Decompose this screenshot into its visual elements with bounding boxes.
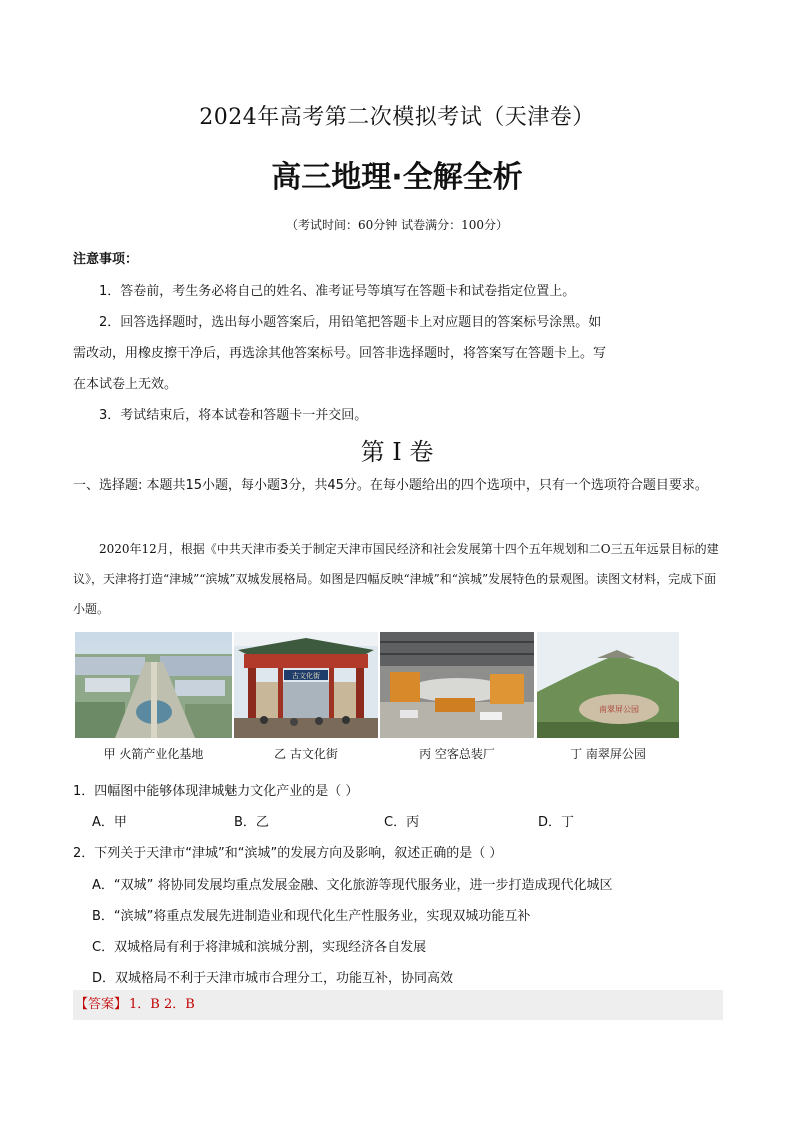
notice-item: 在本试卷上无效。 xyxy=(73,377,178,392)
exam-subtitle: 高三地理·全解全析 xyxy=(271,160,523,195)
photo-caption: 丙 空客总装厂 xyxy=(419,747,495,761)
answer-text: 1．B 2．B xyxy=(129,997,195,1012)
reading-material: 2020年12月，根据《中共天津市委关于制定天津市国民经济和社会发展第十四个五年规划和二O三五年远景目标的建议》，天津将打造“津城”“滨城”双城发展格局。如图是四幅反映“津城”和“滨城”发展特色的景观图。读图文材料，完成下面小题。 xyxy=(73,542,719,616)
park-stone-text: 南翠屏公园 xyxy=(599,705,639,714)
photo-caption: 丁 南翠屏公园 xyxy=(570,747,646,761)
question-option: D．双城格局不利于天津市城市合理分工，功能互补，协同高效 xyxy=(92,971,454,986)
question-option: B．“滨城”将重点发展先进制造业和现代化生产性服务业，实现双城功能互补 xyxy=(92,909,531,924)
question-option: C．双城格局有利于将津城和滨城分割，实现经济各自发展 xyxy=(92,940,427,955)
section-title: 第 I 卷 xyxy=(360,438,434,466)
notice-item: 需改动，用橡皮擦干净后，再选涂其他答案标号。回答非选择题时，将答案写在答题卡上。写 xyxy=(73,346,607,361)
answer-bar xyxy=(73,990,723,1020)
question-option: D．丁 xyxy=(538,815,575,830)
gate-sign-text: 古文化街 xyxy=(292,672,320,680)
photo-rocket-base xyxy=(75,632,232,738)
question-stem: 2．下列关于天津市“津城”和“滨城”的发展方向及影响，叙述正确的是（ ） xyxy=(73,846,503,861)
photo-assembly-plant xyxy=(380,632,534,738)
exam-title: 2024年高考第二次模拟考试（天津卷） xyxy=(199,105,595,130)
notice-item: 1．答卷前，考生务必将自己的姓名、准考证号等填写在答题卡和试卷指定位置上。 xyxy=(99,284,576,299)
notice-item: 3．考试结束后，将本试卷和答题卡一并交回。 xyxy=(99,408,368,423)
photo-caption: 甲 火箭产业化基地 xyxy=(103,747,204,761)
photo-park xyxy=(537,632,679,738)
exam-meta: （考试时间：60分钟 试卷满分：100分） xyxy=(286,218,508,232)
notice-item: 2．回答选择题时，选出每小题答案后，用铅笔把答题卡上对应题目的答案标号涂黑。如 xyxy=(99,315,602,330)
question-option: A．“双城” 将协同发展均重点发展金融、文化旅游等现代服务业，进一步打造成现代化城区 xyxy=(92,878,613,893)
question-option: C．丙 xyxy=(384,815,420,830)
question-stem: 1．四幅图中能够体现津城魅力文化产业的是（ ） xyxy=(73,784,359,799)
answer-label: 【答案】 xyxy=(75,997,128,1012)
question-option: B．乙 xyxy=(234,815,269,830)
photo-caption: 乙 古文化街 xyxy=(274,747,338,761)
part-instructions: 一、选择题: 本题共15小题，每小题3分，共45分。在每小题给出的四个选项中，只有一个选项符合题目要求。 xyxy=(73,478,708,493)
notice-heading: 注意事项： xyxy=(73,252,139,267)
question-option: A．甲 xyxy=(92,815,127,830)
photo-culture-street xyxy=(234,632,378,738)
